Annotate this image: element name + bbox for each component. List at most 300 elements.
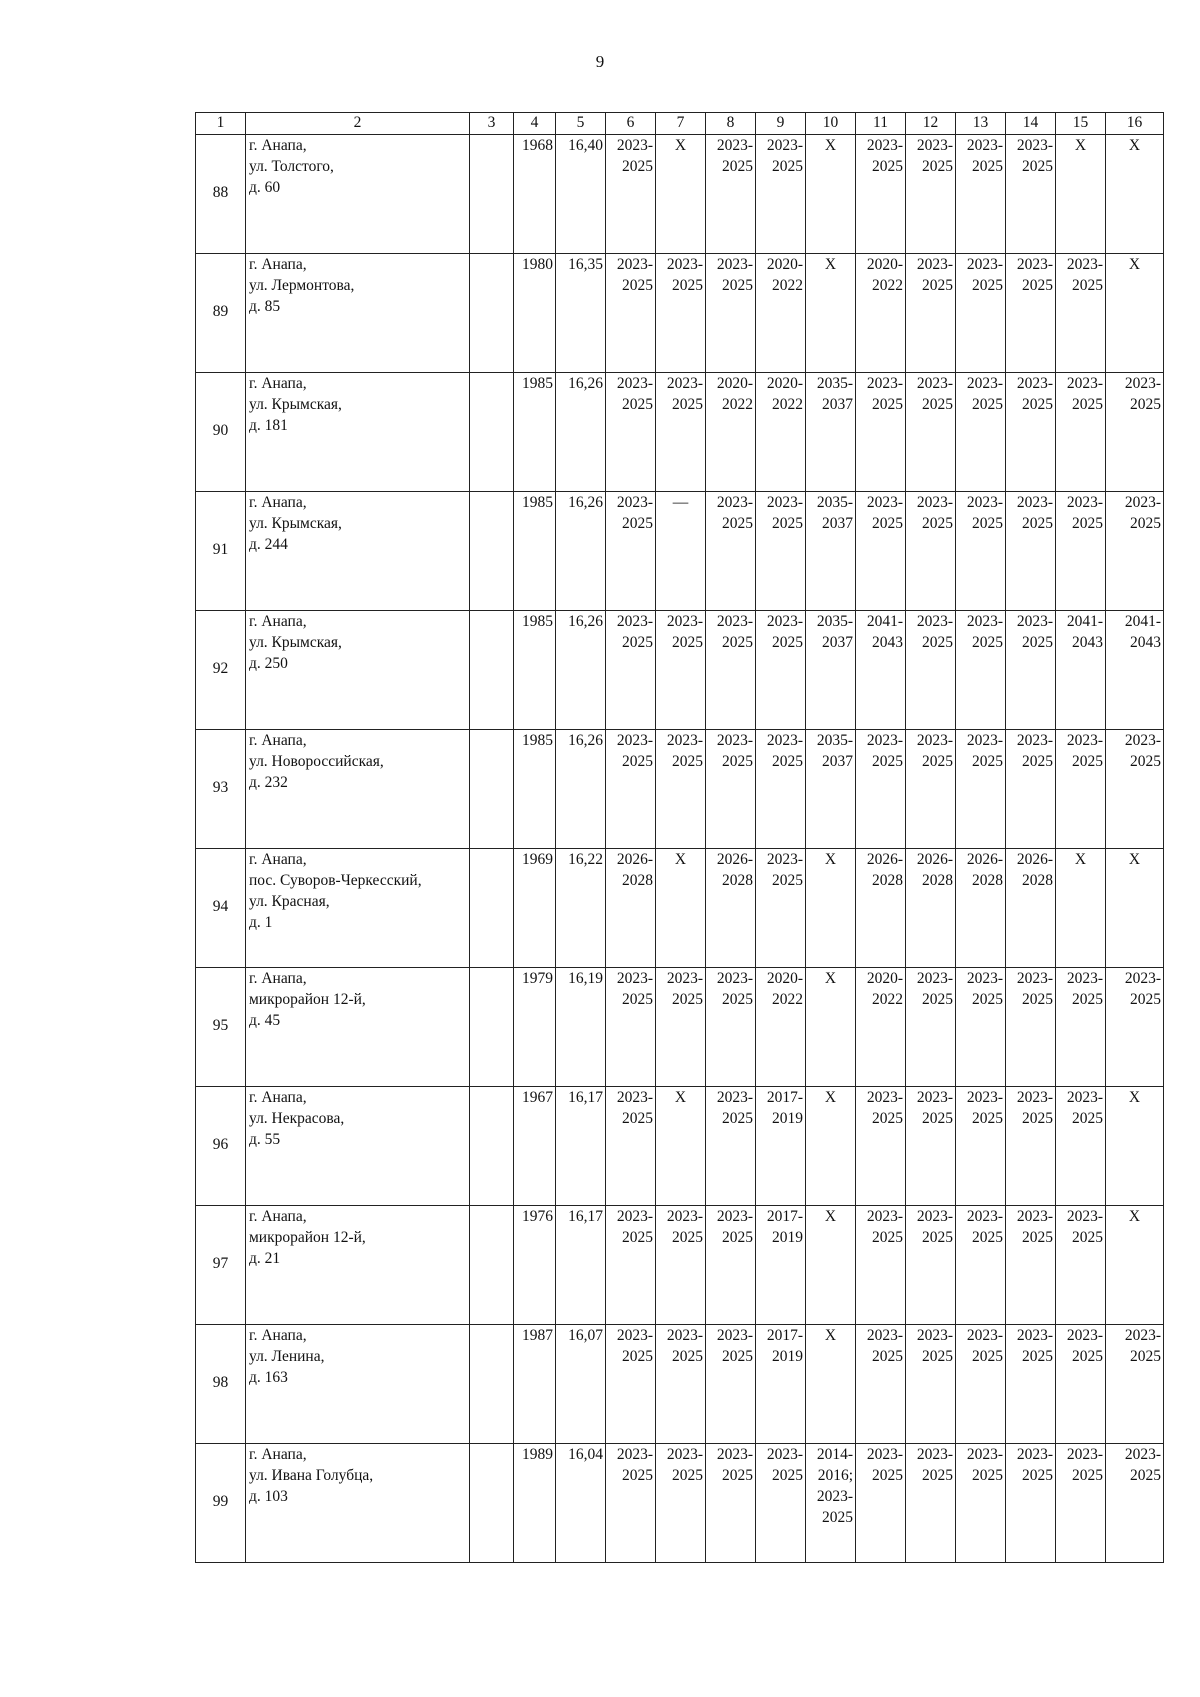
address-line: ул. Крымская, (249, 633, 342, 651)
address-cell (246, 610, 470, 729)
value-cell: 16,07 (556, 1324, 606, 1443)
address-cell (246, 1205, 470, 1324)
period-cell-col-9 (756, 1086, 806, 1205)
period-line: 2041- (1124, 612, 1161, 630)
period-cell-col-10 (806, 372, 856, 491)
period-line: 2017- (766, 1326, 803, 1344)
period-line: 2023- (966, 1207, 1003, 1225)
column-header-8: 8 (706, 113, 756, 135)
address-line: микрорайон 12-й, (249, 1228, 366, 1246)
period-line: 2020- (866, 255, 903, 273)
period-line: 2020- (716, 374, 753, 392)
period-line: 2025 (1022, 990, 1053, 1008)
address-line: д. 55 (249, 1130, 281, 1148)
period-line: 2023- (1016, 731, 1053, 749)
column-header-16: 16 (1106, 113, 1164, 135)
address-cell (246, 134, 470, 253)
period-line: 2023- (766, 493, 803, 511)
period-line: 2025 (722, 1466, 753, 1484)
period-cell-col-8 (706, 1443, 756, 1562)
period-line: 2023- (1016, 374, 1053, 392)
column-3-cell (470, 1086, 514, 1205)
period-cell-col-13 (956, 372, 1006, 491)
period-line: 2025 (922, 1347, 953, 1365)
period-line: 2025 (1022, 1109, 1053, 1127)
period-cell-col-9 (756, 848, 806, 967)
period-line: 2025 (872, 1347, 903, 1365)
period-cell-col-9 (756, 372, 806, 491)
period-line: 2023- (716, 1445, 753, 1463)
period-line: 2023- (866, 731, 903, 749)
address-line: г. Анапа, (249, 612, 307, 630)
period-cell-col-12 (906, 1086, 956, 1205)
period-line: 2023- (1124, 493, 1161, 511)
period-line: 2023- (1016, 1445, 1053, 1463)
address-cell (246, 491, 470, 610)
period-cell-col-7 (656, 134, 706, 253)
period-line: 2026- (616, 850, 653, 868)
table-header (196, 113, 1164, 135)
address-line: д. 163 (249, 1368, 288, 1386)
period-line: 2023- (616, 612, 653, 630)
period-line: 2023- (1124, 969, 1161, 987)
period-line: 2025 (722, 633, 753, 651)
period-line: 2025 (1072, 1347, 1103, 1365)
year-cell: 1979 (514, 967, 556, 1086)
period-cell-col-14 (1006, 967, 1056, 1086)
period-line: 2025 (622, 514, 653, 532)
period-cell-col-12 (906, 1443, 956, 1562)
period-line: 2023- (1066, 1445, 1103, 1463)
period-line: 2023- (716, 612, 753, 630)
period-cell-col-13 (956, 1205, 1006, 1324)
period-line: 2023- (1016, 1326, 1053, 1344)
period-cell-col-7 (656, 1086, 706, 1205)
period-line: 2025 (972, 276, 1003, 294)
column-3-cell (470, 1443, 514, 1562)
period-cell-col-13 (956, 134, 1006, 253)
row-number-cell: 97 (196, 1205, 246, 1324)
period-line: 2025 (722, 157, 753, 175)
period-cell-col-11 (856, 1205, 906, 1324)
period-line: 2026- (1016, 850, 1053, 868)
address-line: ул. Крымская, (249, 514, 342, 532)
period-line: 2025 (972, 157, 1003, 175)
period-cell-col-12 (906, 610, 956, 729)
period-line: 2023- (716, 969, 753, 987)
address-line: ул. Красная, (249, 892, 330, 910)
period-line: 2023- (966, 612, 1003, 630)
period-line: 2025 (972, 752, 1003, 770)
period-line: 2025 (1022, 1347, 1053, 1365)
period-cell-col-9 (756, 1443, 806, 1562)
header-row (196, 113, 1164, 135)
period-line: 2023- (1066, 969, 1103, 987)
period-cell-col-12 (906, 1205, 956, 1324)
period-line: 2023- (916, 1326, 953, 1344)
period-line: 2023- (916, 374, 953, 392)
period-cell-col-10 (806, 729, 856, 848)
period-line: 2035- (816, 374, 853, 392)
period-line: 2023- (616, 969, 653, 987)
period-line: 2025 (1130, 395, 1161, 413)
period-cell-col-6 (606, 1205, 656, 1324)
address-line: д. 85 (249, 297, 281, 315)
period-line: 2023- (1124, 731, 1161, 749)
period-line: 2035- (816, 612, 853, 630)
table-row (196, 967, 1164, 1086)
period-line: 2023- (716, 136, 753, 154)
period-line: 2023- (1124, 1445, 1161, 1463)
period-line: 2023- (716, 1207, 753, 1225)
period-cell-col-6 (606, 610, 656, 729)
address-line: д. 250 (249, 654, 288, 672)
address-line: пос. Суворов-Черкесский, (249, 871, 422, 889)
period-cell-col-9 (756, 610, 806, 729)
address-cell (246, 967, 470, 1086)
period-line: 2025 (922, 157, 953, 175)
period-cell-col-6 (606, 967, 656, 1086)
period-line: 2022 (772, 276, 803, 294)
address-line: ул. Ивана Голубца, (249, 1466, 374, 1484)
period-cell-col-13 (956, 610, 1006, 729)
period-line: 2025 (672, 276, 703, 294)
period-cell-col-14 (1006, 1324, 1056, 1443)
period-line: 2014- (816, 1445, 853, 1463)
address-line: г. Анапа, (249, 1088, 307, 1106)
period-line: 2025 (922, 514, 953, 532)
address-line: д. 232 (249, 773, 288, 791)
period-line: 2017- (766, 1207, 803, 1225)
period-line: 2028 (722, 871, 753, 889)
address-line: г. Анапа, (249, 731, 307, 749)
column-header-11: 11 (856, 113, 906, 135)
table-row (196, 729, 1164, 848)
period-line: 2025 (1022, 276, 1053, 294)
address-cell (246, 1324, 470, 1443)
period-line: X (824, 255, 837, 273)
period-line: 2025 (1130, 752, 1161, 770)
period-line: 2025 (672, 1347, 703, 1365)
address-line: д. 1 (249, 913, 273, 931)
address-cell (246, 1443, 470, 1562)
period-cell-col-11 (856, 848, 906, 967)
period-cell-col-15 (1056, 1443, 1106, 1562)
period-line: 2019 (772, 1228, 803, 1246)
address-cell (246, 848, 470, 967)
period-cell-col-6 (606, 372, 656, 491)
period-line: 2023- (966, 374, 1003, 392)
period-cell-col-13 (956, 1443, 1006, 1562)
period-cell-col-14 (1006, 1443, 1056, 1562)
period-cell-col-7 (656, 491, 706, 610)
period-cell-col-7 (656, 1205, 706, 1324)
column-3-cell (470, 372, 514, 491)
period-line: 2025 (1022, 157, 1053, 175)
period-line: 2023- (666, 1207, 703, 1225)
period-line: 2023- (866, 1088, 903, 1106)
period-line: 2043 (1072, 633, 1103, 651)
period-cell-col-12 (906, 134, 956, 253)
period-line: 2023- (1016, 136, 1053, 154)
value-cell: 16,40 (556, 134, 606, 253)
period-line: 2025 (1130, 1347, 1161, 1365)
period-cell-col-10 (806, 1443, 856, 1562)
address-line: д. 60 (249, 178, 281, 196)
period-line: 2023- (666, 731, 703, 749)
period-line: 2025 (972, 395, 1003, 413)
table-row (196, 848, 1164, 967)
address-line: д. 103 (249, 1487, 288, 1505)
period-line: 2023- (716, 731, 753, 749)
period-line: 2023- (1016, 612, 1053, 630)
period-line: 2023- (916, 731, 953, 749)
period-line: 2023- (716, 493, 753, 511)
address-line: д. 21 (249, 1249, 281, 1267)
period-line: 2023- (766, 612, 803, 630)
value-cell: 16,26 (556, 610, 606, 729)
period-cell-col-16 (1106, 491, 1164, 610)
period-cell-col-8 (706, 491, 756, 610)
period-cell-col-11 (856, 729, 906, 848)
period-line: 2020- (766, 374, 803, 392)
period-line: 2023- (866, 1445, 903, 1463)
period-cell-col-16 (1106, 134, 1164, 253)
period-cell-col-14 (1006, 610, 1056, 729)
address-line: г. Анапа, (249, 374, 307, 392)
value-cell: 16,26 (556, 729, 606, 848)
row-number-cell: 98 (196, 1324, 246, 1443)
period-cell-col-10 (806, 491, 856, 610)
period-line: 2023- (766, 850, 803, 868)
row-number-cell: 93 (196, 729, 246, 848)
period-cell-col-6 (606, 1086, 656, 1205)
period-cell-col-16 (1106, 1443, 1164, 1562)
period-line: 2023- (616, 1326, 653, 1344)
period-cell-col-14 (1006, 134, 1056, 253)
table-row (196, 491, 1164, 610)
column-header-15: 15 (1056, 113, 1106, 135)
period-line: 2025 (622, 395, 653, 413)
period-line: 2035- (816, 731, 853, 749)
period-cell-col-12 (906, 848, 956, 967)
period-line: 2023- (866, 1207, 903, 1225)
column-header-3: 3 (470, 113, 514, 135)
period-line: 2025 (1022, 1228, 1053, 1246)
period-line: 2023- (766, 1445, 803, 1463)
period-cell-col-11 (856, 372, 906, 491)
year-cell: 1980 (514, 253, 556, 372)
period-line: 2025 (1130, 514, 1161, 532)
address-cell (246, 1086, 470, 1205)
period-line: 2023- (916, 255, 953, 273)
period-line: 2023- (966, 1445, 1003, 1463)
period-cell-col-9 (756, 253, 806, 372)
period-line: 2028 (622, 871, 653, 889)
period-line: 2025 (672, 1228, 703, 1246)
table-row (196, 1086, 1164, 1205)
period-line: 2023- (716, 1088, 753, 1106)
period-line: 2023- (1066, 493, 1103, 511)
period-line: 2023- (866, 374, 903, 392)
period-line: 2023- (666, 374, 703, 392)
address-line: г. Анапа, (249, 969, 307, 987)
period-line: 2025 (872, 157, 903, 175)
row-number-cell: 90 (196, 372, 246, 491)
value-cell: 16,19 (556, 967, 606, 1086)
period-cell-col-7 (656, 729, 706, 848)
period-line: 2019 (772, 1109, 803, 1127)
value-cell: 16,26 (556, 491, 606, 610)
period-line: 2023- (1066, 374, 1103, 392)
period-line: 2022 (772, 395, 803, 413)
period-line: 2037 (822, 633, 853, 651)
period-line: 2025 (972, 514, 1003, 532)
period-line: 2025 (1022, 752, 1053, 770)
period-line: 2043 (872, 633, 903, 651)
period-line: 2023- (866, 1326, 903, 1344)
period-line: 2025 (1072, 276, 1103, 294)
period-line: 2037 (822, 514, 853, 532)
period-cell-col-8 (706, 1205, 756, 1324)
period-line: 2023- (1066, 731, 1103, 749)
period-line: 2023- (966, 1326, 1003, 1344)
table-body (196, 134, 1164, 1562)
period-line: 2025 (1072, 990, 1103, 1008)
year-cell: 1987 (514, 1324, 556, 1443)
period-line: 2023- (666, 1445, 703, 1463)
period-line: 2025 (622, 157, 653, 175)
row-number-cell: 88 (196, 134, 246, 253)
period-cell-col-7 (656, 253, 706, 372)
period-line: 2023- (966, 255, 1003, 273)
period-cell-col-14 (1006, 372, 1056, 491)
period-cell-col-15 (1056, 1086, 1106, 1205)
period-cell-col-16 (1106, 729, 1164, 848)
address-line: ул. Лермонтова, (249, 276, 355, 294)
period-line: 2023- (866, 493, 903, 511)
period-line: 2025 (872, 752, 903, 770)
period-line: 2025 (872, 1228, 903, 1246)
period-line: 2043 (1130, 633, 1161, 651)
period-line: 2025 (972, 990, 1003, 1008)
period-line: 2028 (1022, 871, 1053, 889)
address-line: ул. Ленина, (249, 1347, 325, 1365)
period-line: 2035- (816, 493, 853, 511)
period-cell-col-11 (856, 253, 906, 372)
period-line: 2025 (922, 1109, 953, 1127)
period-line: 2025 (1072, 1466, 1103, 1484)
period-cell-col-7 (656, 372, 706, 491)
period-line: 2025 (1072, 395, 1103, 413)
period-line: 2028 (922, 871, 953, 889)
year-cell: 1967 (514, 1086, 556, 1205)
period-cell-col-14 (1006, 848, 1056, 967)
period-line: 2025 (1022, 395, 1053, 413)
period-line: X (1074, 136, 1087, 154)
period-line: 2025 (722, 752, 753, 770)
period-line: 2016; (817, 1466, 853, 1484)
period-line: X (674, 1088, 687, 1106)
period-line: 2023- (766, 136, 803, 154)
period-cell-col-6 (606, 253, 656, 372)
period-line: 2025 (772, 1466, 803, 1484)
period-line: X (824, 136, 837, 154)
period-line: 2025 (622, 1228, 653, 1246)
period-line: X (824, 1088, 837, 1106)
column-header-1: 1 (196, 113, 246, 135)
period-cell-col-14 (1006, 491, 1056, 610)
address-cell (246, 253, 470, 372)
period-cell-col-15 (1056, 1205, 1106, 1324)
period-cell-col-11 (856, 1324, 906, 1443)
period-line: 2023- (916, 493, 953, 511)
period-line: 2025 (622, 1466, 653, 1484)
year-cell: 1985 (514, 372, 556, 491)
period-line: 2025 (1130, 1466, 1161, 1484)
column-3-cell (470, 1205, 514, 1324)
period-line: 2025 (1072, 752, 1103, 770)
period-line: 2025 (772, 871, 803, 889)
period-cell-col-7 (656, 1443, 706, 1562)
period-line: 2023- (1066, 255, 1103, 273)
column-3-cell (470, 491, 514, 610)
period-line: 2025 (772, 157, 803, 175)
period-line: 2023- (866, 136, 903, 154)
period-line: 2026- (866, 850, 903, 868)
table-row (196, 253, 1164, 372)
period-line: 2023- (666, 1326, 703, 1344)
period-cell-col-8 (706, 134, 756, 253)
period-line: 2023- (616, 1088, 653, 1106)
value-cell: 16,04 (556, 1443, 606, 1562)
period-line: 2025 (1022, 514, 1053, 532)
period-cell-col-10 (806, 1324, 856, 1443)
period-line: 2025 (722, 276, 753, 294)
period-cell-col-14 (1006, 1205, 1056, 1324)
period-line: X (1128, 1088, 1141, 1106)
address-line: г. Анапа, (249, 1207, 307, 1225)
period-cell-col-15 (1056, 967, 1106, 1086)
period-cell-col-6 (606, 491, 656, 610)
period-line: 2020- (866, 969, 903, 987)
value-cell: 16,22 (556, 848, 606, 967)
period-line: 2023- (816, 1487, 853, 1505)
address-line: микрорайон 12-й, (249, 990, 366, 1008)
period-cell-col-6 (606, 134, 656, 253)
period-line: 2025 (622, 1347, 653, 1365)
table-row (196, 1324, 1164, 1443)
period-cell-col-8 (706, 848, 756, 967)
period-line: 2023- (1016, 1088, 1053, 1106)
period-line: 2025 (672, 752, 703, 770)
period-line: 2025 (622, 990, 653, 1008)
period-cell-col-9 (756, 491, 806, 610)
period-line: 2025 (772, 514, 803, 532)
period-line: 2023- (966, 969, 1003, 987)
address-line: г. Анапа, (249, 1326, 307, 1344)
period-line: 2022 (872, 276, 903, 294)
period-line: 2025 (622, 276, 653, 294)
table-row (196, 610, 1164, 729)
period-line: 2025 (922, 633, 953, 651)
period-cell-col-16 (1106, 610, 1164, 729)
period-line: X (1128, 255, 1141, 273)
period-cell-col-11 (856, 491, 906, 610)
period-cell-col-9 (756, 729, 806, 848)
period-line: 2025 (622, 1109, 653, 1127)
row-number-cell: 89 (196, 253, 246, 372)
